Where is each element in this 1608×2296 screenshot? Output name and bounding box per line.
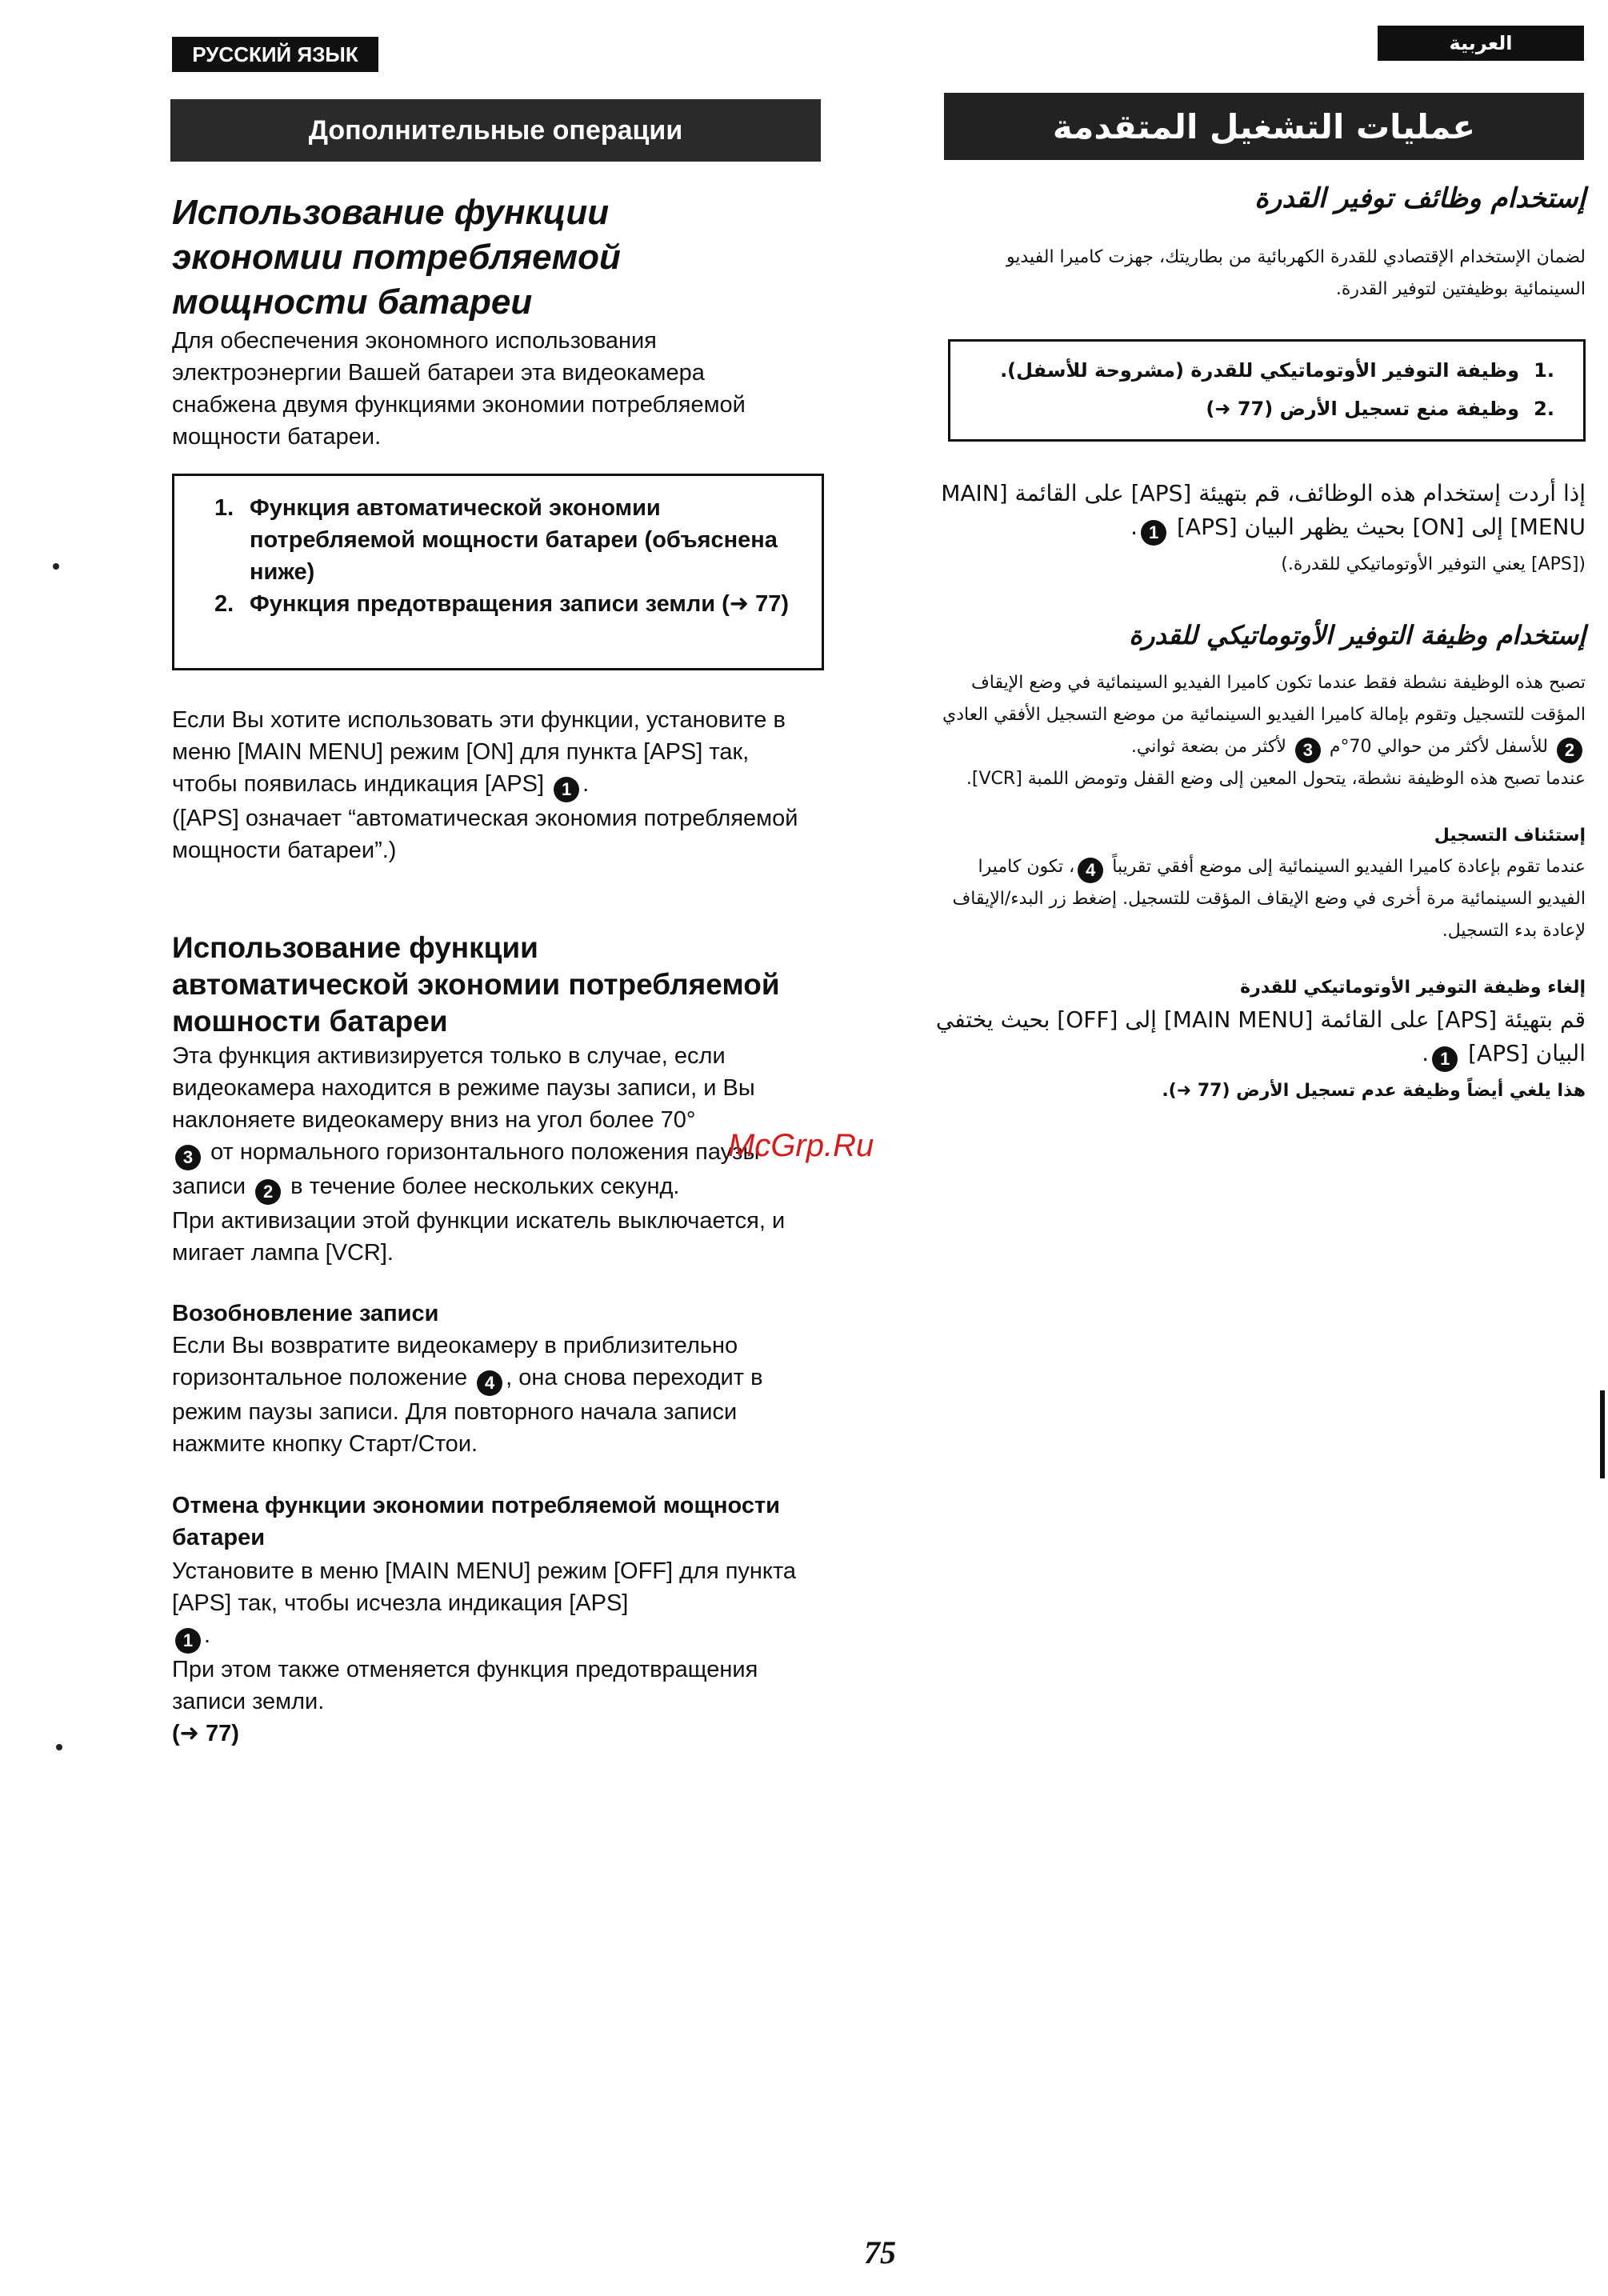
list-item-text: وظيفة التوفير الأوتوماتيكي للقدرة (مشروحة للأسفل). [1000,359,1519,382]
margin-rule [1600,1390,1605,1478]
activation-text-2-arabic: للأسفل لأكثر من حوالي 70°م [1329,737,1548,757]
marker-3-icon: 3 [1295,738,1321,763]
activation-paragraph-arabic [930,667,1586,795]
activation-text-arabic: تصبح هذه الوظيفة نشطة فقط عندما تكون كاميرا الفيديو السينمائية في وضع الإيقاف المؤقت للتسجيل وتقوم بإمالة كاميرا الفيديو السينمائية من موضع التسجيل الأفقي العادي [942,673,1586,725]
list-item [974,390,1554,428]
functions-box [172,474,824,670]
list-item-number: 1. [214,495,234,521]
watermark: McGrp.Ru [728,1128,874,1163]
marker-3-icon: 3 [175,1145,201,1170]
margin-dot [56,1744,62,1750]
cancel-text-end: . [204,1622,211,1648]
aps-text-arabic: إذا أردت إستخدام هذه الوظائف، قم بتهيئة [APS] على القائمة [MAIN MENU] إلى [ON] بحيث يظهر البيان [APS] [941,480,1586,540]
list-item [974,351,1554,390]
activation-text-3-arabic: لأكثر من بضعة ثواني. [1130,737,1286,757]
list-item-number: .1 [1534,359,1554,382]
activation-text-2: от нормального горизонтального положения паузы записи [172,1139,760,1199]
resume-text-2: , она снова переходит в режим паузы записи. Для повторного начала записи нажмите кнопку Старт/Стои. [172,1365,763,1457]
aps-note-arabic: ([APS] يعني التوفير الأوتوماتيكي للقدرة.) [1281,554,1586,574]
cancel-paragraph-arabic: قم بتهيئة [APS] على القائمة [MAIN MENU] إلى [OFF] بحيث يختفي البيان [APS] 1. هذا يلغي أيضاً وظيفة عدم تسجيل الأرض (77 ➜). [935,1006,1586,1101]
cancel-text: Установите в меню [MAIN MENU] режим [OFF] для пункта [APS] так, чтобы исчезла индикация [APS] [172,1558,797,1616]
resume-heading-arabic: إستئناف التسجيل [1434,826,1586,846]
list-item [214,588,798,620]
margin-dot [53,563,59,570]
activation-text-4: При активизации этой функции искатель выключается, и мигает лампа [VCR]. [172,1208,786,1266]
resume-heading: Возобновление записи [172,1301,439,1326]
language-badge-arabic: العربية [1378,26,1584,61]
page-title-arabic: إستخدام وظائف توفير القدرة [1254,182,1586,214]
list-item-text: Функция автоматической экономии потребляемой мощности батареи (объяснена ниже) [250,495,778,585]
language-badge-russian: РУССКИЙ ЯЗЫК [172,37,378,72]
aps-text: Если Вы хотите использовать эти функции, установите в меню [MAIN MENU] режим [ON] для пункта [APS] так, чтобы появилась индикация [APS] [172,707,786,797]
list-item-number: 2. [214,591,234,617]
aps-note: ([APS] означает “автоматическая экономия потребляемой мощности батареи”.) [172,806,798,863]
functions-list-arabic [974,351,1554,428]
functions-list [214,492,798,620]
resume-paragraph-arabic [930,851,1586,947]
cancel-paragraph [172,1555,812,1750]
marker-1-icon: 1 [1432,1046,1458,1072]
page-number: 75 [864,2234,896,2270]
marker-1-icon: 1 [554,777,579,802]
list-item [214,492,798,588]
resume-text: Если Вы возвратите видеокамеру в приблизительно горизонтальное положение [172,1333,738,1390]
list-item-text: وظيفة منع تسجيل الأرض (77 ➜) [1206,398,1519,420]
cancel-text-2: При этом также отменяется функция предотвращения записи земли. [172,1657,758,1714]
cancel-text-arabic: قم بتهيئة [APS] على القائمة [MAIN MENU] إلى [OFF] بحيث يختفي البيان [APS] [935,1006,1586,1066]
resume-paragraph [172,1330,812,1460]
aps-text-end: . [582,771,590,797]
marker-4-icon: 4 [477,1370,502,1396]
marker-1-icon: 1 [1141,520,1166,546]
page-title: Использование функции экономии потребляемой мощности батареи [172,193,621,322]
marker-2-icon: 2 [255,1179,281,1205]
section-header-bar: Дополнительные операции [170,99,821,162]
intro-paragraph: Для обеспечения экономного использования электроэнергии Вашей батареи эта видеокамера снабжена двумя функциями экономии потребляемой мощности батареи. [172,328,746,450]
activation-text-4-arabic: عندما تصبح هذه الوظيفة نشطة، يتحول المعين إلى وضع القفل وتومض اللمبة [VCR]. [966,769,1586,789]
section-heading-arabic: إستخدام وظيفة التوفير الأوتوماتيكي للقدرة [1129,620,1586,650]
aps-paragraph-arabic: إذا أردت إستخدام هذه الوظائف، قم بتهيئة [APS] على القائمة [MAIN MENU] إلى [ON] بحيث يظهر البيان [APS] 1. ([APS] يعني التوفير الأوتوماتيكي للقدرة.) [941,480,1586,574]
section-header-bar-arabic: عمليات التشغيل المتقدمة [944,93,1584,160]
cancel-heading-arabic: إلغاء وظيفة التوفير الأوتوماتيكي للقدرة [1240,978,1586,998]
marker-4-icon: 4 [1078,858,1103,883]
list-item-text: Функция предотвращения записи земли (➜ 77) [250,591,790,617]
resume-text-2-arabic: ، تكون كاميرا الفيديو السينمائية مرة أخرى في وضع الإيقاف المؤقت للتسجيل. إضغط زر البدء/الإيقاف لإعادة بدء التسجيل. [952,857,1586,941]
cross-reference: (➜ 77) [172,1721,239,1746]
functions-box-arabic [948,339,1586,442]
marker-1-icon: 1 [175,1628,201,1654]
cancel-text-2-arabic: هذا يلغي أيضاً وظيفة عدم تسجيل الأرض (77 ➜). [1162,1081,1586,1101]
activation-text-3: в течение более нескольких секунд. [290,1174,680,1199]
section-heading: Использование функции автоматической экономии потребляемой мошности батареи [172,931,780,1038]
cancel-heading: Отмена функции экономии потребляемой мощности батареи [172,1493,780,1550]
list-item-number: .2 [1534,398,1554,420]
activation-paragraph [172,1040,812,1269]
resume-text-arabic: عندما تقوم بإعادة كاميرا الفيديو السينمائية إلى موضع أفقي تقريباً [1112,857,1586,877]
activation-text: Эта функция активизируется только в случае, если видеокамера находится в режиме паузы записи, и Вы наклоняете видеокамеру вниз на угол более 70° [172,1043,755,1133]
intro-paragraph-arabic: لضمان الإستخدام الإقتصادي للقدرة الكهربائية من بطاريتك، جهزت كاميرا الفيديو السينمائية بوظيفتين لتوفير القدرة. [1006,247,1586,299]
marker-2-icon: 2 [1557,738,1582,763]
aps-paragraph [172,704,804,866]
